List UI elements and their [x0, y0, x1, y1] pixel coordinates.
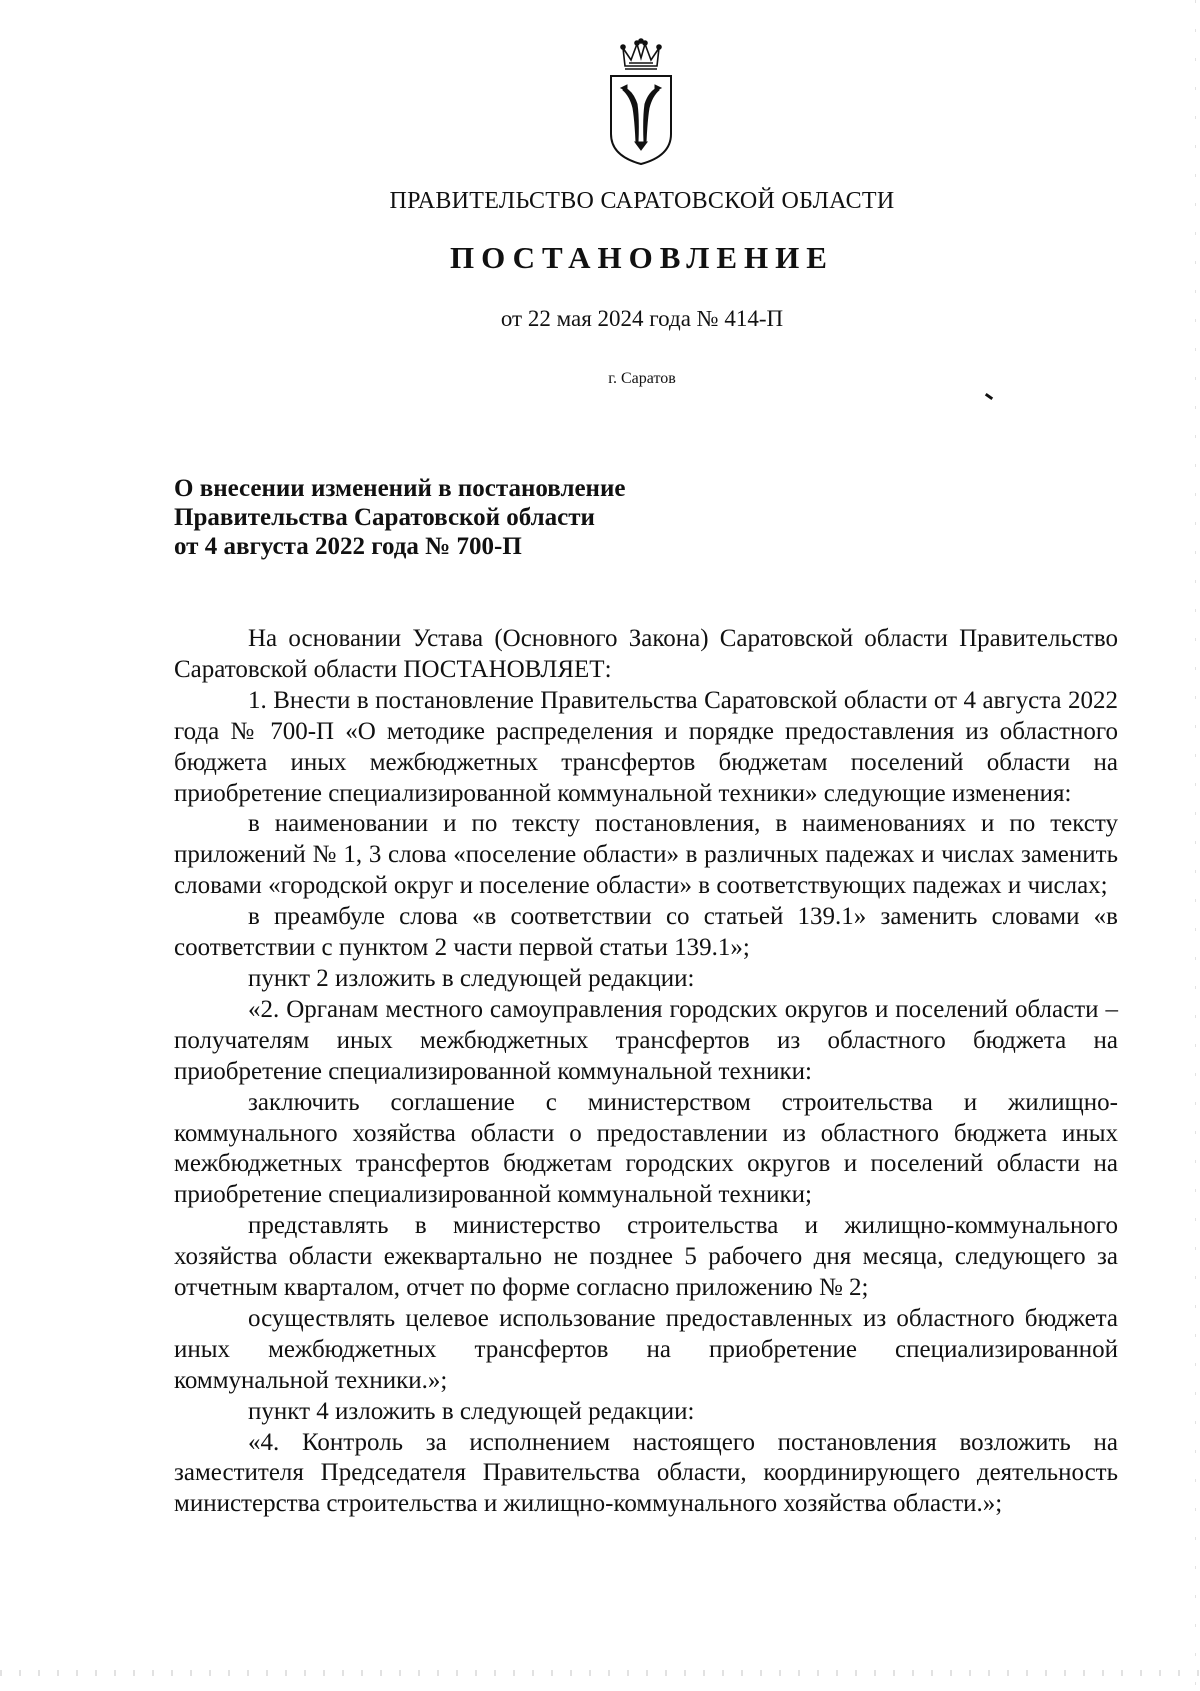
scan-artifact-bottom	[0, 1670, 1200, 1676]
government-name: ПРАВИТЕЛЬСТВО САРАТОВСКОЙ ОБЛАСТИ	[389, 188, 895, 214]
body-paragraph: в преамбуле слова «в соответствии со статьей 139.1» заменить словами «в соответствии с пунктом 2 части первой статьи 139.1»;	[174, 903, 1118, 962]
body-paragraph: осуществлять целевое использование предоставленных из областного бюджета иных межбюджетных трансфертов на приобретение специализированной коммунальной техники.»;	[174, 1304, 1118, 1394]
body-paragraph: 1. Внести в постановление Правительства Саратовской области от 4 августа 2022 года № 700-П «О методике распределения и порядке предоставления из областного бюджета иных межбюджетных трансфертов бюджетам поселений области на приобретение специализированной коммунальной техники» следующие изменения:	[174, 686, 1118, 807]
title-line: Правительства Саратовской области	[174, 504, 595, 531]
body-paragraph: пункт 2 изложить в следующей редакции:	[248, 964, 695, 992]
title-line: О внесении изменений в постановление	[174, 475, 626, 502]
title-line: от 4 августа 2022 года № 700-П	[174, 533, 522, 560]
scan-mark	[985, 393, 993, 400]
document-type: ПОСТАНОВЛЕНИЕ	[450, 240, 834, 275]
body-paragraph: заключить соглашение с министерством строительства и жилищно-коммунального хозяйства области о предоставлении из областного бюджета иных межбюджетных трансфертов бюджетам городских округов и поселений области на приобретение специализированной коммунальной техники;	[174, 1088, 1118, 1209]
scan-artifact-right-edge	[1195, 0, 1196, 1691]
body-paragraph: «2. Органам местного самоуправления городских округов и поселений области – получателям иных межбюджетных трансфертов из областного бюджета на приобретение специализированной коммунальной техники:	[174, 995, 1118, 1085]
body-paragraph: представлять в министерство строительства и жилищно-коммунального хозяйства области ежеквартально не позднее 5 рабочего дня месяца, следующего за отчетным кварталом, отчет по форме согласно приложению № 2;	[174, 1212, 1118, 1302]
document-title	[174, 474, 874, 561]
document-body	[174, 624, 1118, 1520]
body-paragraph: пункт 4 изложить в следующей редакции:	[248, 1397, 695, 1425]
document-date-number: от 22 мая 2024 года № 414-П	[500, 306, 784, 331]
document-city: г. Саратов	[608, 370, 676, 387]
body-paragraph: «4. Контроль за исполнением настоящего постановления возложить на заместителя Председателя Правительства области, координирующего деятельность министерства строительства и жилищно-коммунального хозяйства области.»;	[174, 1428, 1118, 1518]
saratov-coat-of-arms-icon	[603, 38, 679, 168]
body-paragraph: в наименовании и по тексту постановления, в наименованиях и по тексту приложений № 1, 3 слова «поселение области» в различных падежах и числах заменить словами «городской округ и поселение области» в соответствующих падежах и числах;	[174, 810, 1118, 900]
body-paragraph: На основании Устава (Основного Закона) Саратовской области Правительство Саратовской области ПОСТАНОВЛЯЕТ:	[174, 625, 1118, 683]
